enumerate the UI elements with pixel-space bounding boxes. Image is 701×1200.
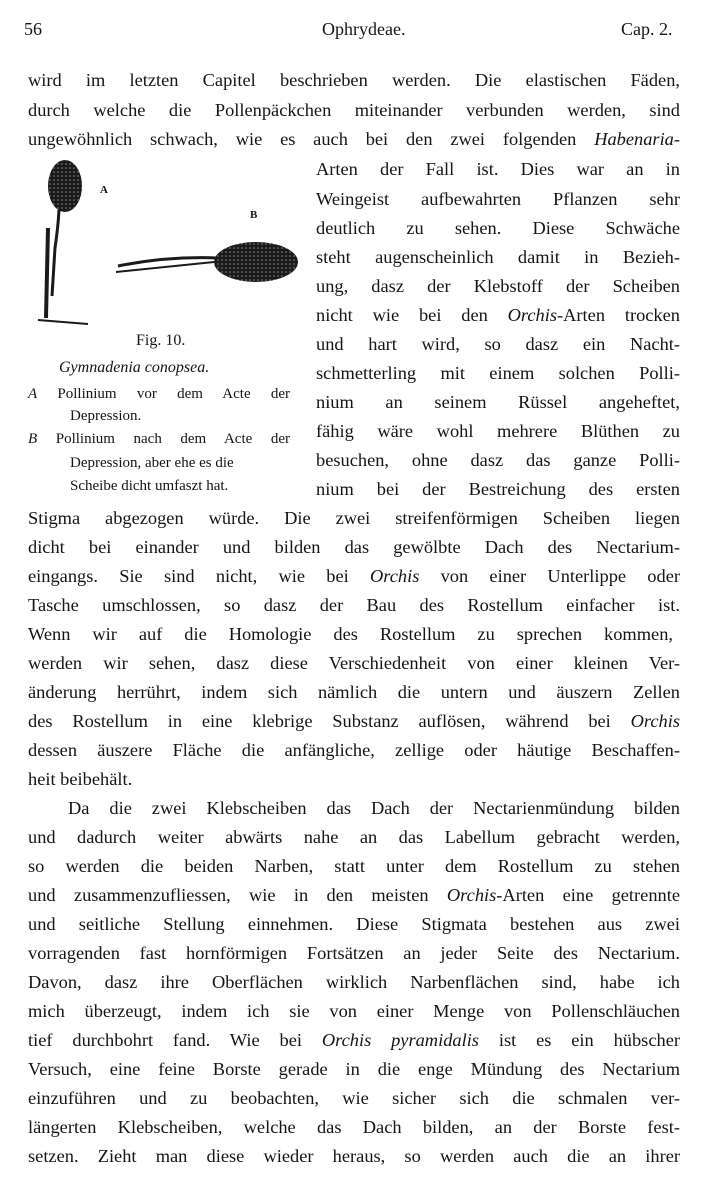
text-line: und zusammenzufliessen, wie in den meisten Orchis-Arten eine getrennte xyxy=(28,885,680,905)
text-line: längerten Klebscheiben, welche das Dach bilden, an der Borste fest- xyxy=(28,1117,680,1137)
figure-pollinium xyxy=(28,158,304,498)
text-line: besuchen, ohne dasz das ganze Polli- xyxy=(316,450,680,470)
pollinium-b-caudicle xyxy=(118,258,218,266)
text-line: Weingeist aufbewahrten Pflanzen sehr xyxy=(316,189,680,209)
text-line: Versuch, eine feine Borste gerade in die enge Mündung des Nectarium xyxy=(28,1059,680,1079)
pollinium-illustration xyxy=(28,158,304,338)
pollinium-b-mass xyxy=(214,242,298,282)
text-line: werden wir sehen, dasz diese Verschiedenheit von einer kleinen Ver- xyxy=(28,653,680,673)
text-line: deutlich zu sehen. Diese Schwäche xyxy=(316,218,680,238)
figure-label-b: B xyxy=(250,209,258,221)
pollinium-a-caudicle xyxy=(52,210,59,296)
text-line: Davon, dasz ihre Oberflächen wirklich Narbenflächen sind, habe ich xyxy=(28,972,680,992)
text-line: heit beibehält. xyxy=(28,769,133,789)
text-line: Arten der Fall ist. Dies war an in xyxy=(316,159,680,179)
figure-label-a: A xyxy=(100,184,108,196)
text-line: nicht wie bei den Orchis-Arten trocken xyxy=(316,305,680,325)
text-line: mich überzeugt, indem ich sie von einer Menge von Pollenschläuchen xyxy=(28,1001,680,1021)
text-line: steht augenscheinlich damit in Bezieh- xyxy=(316,247,680,267)
text-line: und hart wird, so dasz ein Nacht- xyxy=(316,334,680,354)
pollinium-a-disc xyxy=(46,228,48,318)
legend-a-cont: Depression. xyxy=(70,408,142,424)
text-line: ung, dasz der Klebstoff der Scheiben xyxy=(316,276,680,296)
legend-b-cont2: Scheibe dicht umfaszt hat. xyxy=(70,478,229,494)
figure-species: Gymnadenia conopsea. xyxy=(59,359,210,376)
text-line: dicht bei einander und bilden das gewölbte Dach des Nectarium- xyxy=(28,537,680,557)
text-line: so werden die beiden Narben, statt unter dem Rostellum zu stehen xyxy=(28,856,680,876)
legend-a: A Pollinium vor dem Acte der xyxy=(28,386,291,402)
text-line: Wenn wir auf die Homologie des Rostellum zu sprechen kommen, xyxy=(28,624,673,644)
text-line: schmetterling mit einem solchen Polli- xyxy=(316,363,680,383)
text-line: änderung herrührt, indem sich nämlich die untern und äuszern Zellen xyxy=(28,682,680,702)
text-line: dessen äuszere Fläche die anfängliche, zellige oder häutige Beschaffen- xyxy=(28,740,680,760)
page-number: 56 xyxy=(24,19,42,39)
text-line: durch welche die Pollenpäckchen miteinander verbunden werden, sind xyxy=(28,100,680,120)
pollinium-a-base xyxy=(38,320,88,324)
paragraph-first-line: Da die zwei Klebscheiben das Dach der Nectarienmündung bilden xyxy=(68,798,680,818)
text-line: nium bei der Bestreichung des ersten xyxy=(316,479,680,499)
text-line: Stigma abgezogen würde. Die zwei streifenförmigen Scheiben liegen xyxy=(28,508,680,528)
text-line: und dadurch weiter abwärts nahe an das Labellum gebracht werden, xyxy=(28,827,680,847)
text-line: wird im letzten Capitel beschrieben werden. Die elastischen Fäden, xyxy=(28,70,680,90)
text-line: Tasche umschlossen, so dasz der Bau des Rostellum einfacher ist. xyxy=(28,595,680,615)
text-line: und seitliche Stellung einnehmen. Diese Stigmata bestehen aus zwei xyxy=(28,914,680,934)
text-line: des Rostellum in eine klebrige Substanz auflösen, während bei Orchis xyxy=(28,711,680,731)
chapter-label: Cap. 2. xyxy=(621,19,673,39)
text-line: fähig wäre wohl mehrere Blüthen zu xyxy=(316,421,680,441)
text-line: nium an seinem Rüssel angeheftet, xyxy=(316,392,680,412)
text-line: vorragenden fast hornförmigen Fortsätzen an jeder Seite des Nectarium. xyxy=(28,943,680,963)
text-line: setzen. Zieht man diese wieder heraus, so werden auch die an ihrer xyxy=(28,1146,680,1166)
figure-caption: Fig. 10. xyxy=(136,332,186,349)
legend-b: B Pollinium nach dem Acte der xyxy=(28,431,290,447)
pollinium-a-mass xyxy=(48,160,82,212)
text-line: ungewöhnlich schwach, wie es auch bei den zwei folgenden Habenaria- xyxy=(28,129,680,149)
legend-b-cont1: Depression, aber ehe es die xyxy=(70,455,234,471)
text-line: einzuführen und zu beobachten, wie sicher sich die schmalen ver- xyxy=(28,1088,680,1108)
text-line: tief durchbohrt fand. Wie bei Orchis pyramidalis ist es ein hübscher xyxy=(28,1030,680,1050)
running-head: Ophrydeae. xyxy=(322,19,406,39)
text-line: eingangs. Sie sind nicht, wie bei Orchis von einer Unterlippe oder xyxy=(28,566,680,586)
